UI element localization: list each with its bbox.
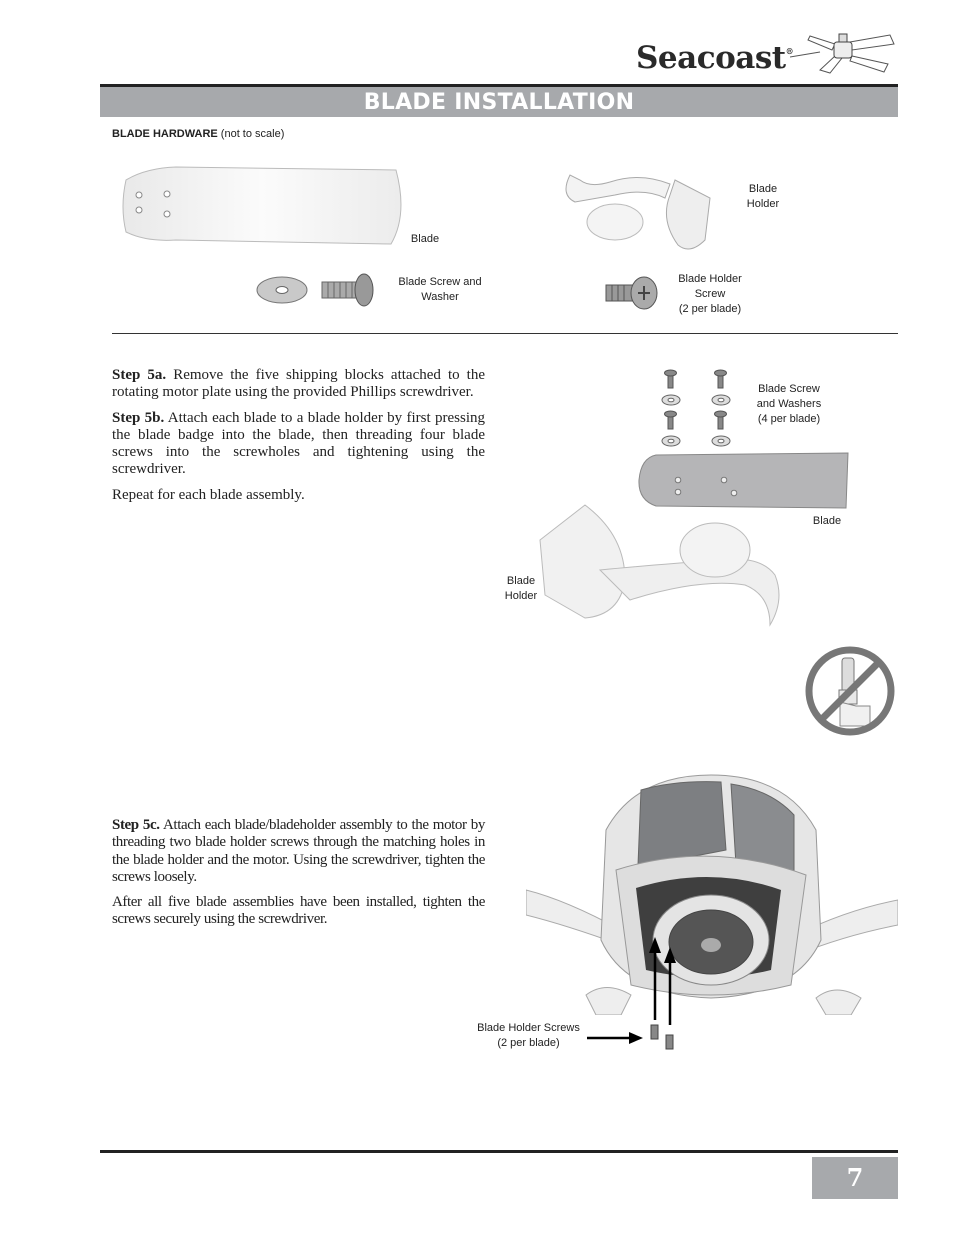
screw-direction-arrows <box>585 935 695 1055</box>
blade-screw-label: Blade Screw and Washer <box>398 276 482 303</box>
page-number: 7 <box>812 1157 898 1199</box>
blade-label: Blade <box>410 233 440 245</box>
screws-washers-label: Blade Screw and Washers (4 per blade) <box>756 383 822 425</box>
step-5c-text: Step 5c. Attach each blade/bladeholder assembly to the motor by threading two blade holder screws through the matching holes in the blade holder and the motor. Using the screwdriver, tighten the screws loosely. After all five blade assemblies have been installed, tighten the screws securely using the screwdriver. <box>112 817 486 928</box>
brand-logo-text: Seacoast® <box>636 40 794 76</box>
hardware-heading: BLADE HARDWARE (not to scale) <box>112 128 285 140</box>
holder-screw-label: Blade Holder Screw (2 per blade) <box>678 273 742 315</box>
step-5ab-text: Step 5a. Remove the five shipping blocks attached to the rotating motor plate using the provided Phillips screwdriver. Step 5b. Attach each blade to a blade holder by first pressing the blade badge into the blade, then threading four blade screws into the screwholes and tightening using the screwdriver. Repeat for each blade assembly. <box>112 367 485 503</box>
blade-fig-label: Blade <box>812 515 842 527</box>
holder-screws-label: Blade Holder Screws (2 per blade) <box>477 1022 580 1049</box>
section-divider <box>112 333 898 334</box>
blade-holder-fig-image <box>530 500 785 630</box>
blade-screw-image <box>320 272 376 308</box>
holder-screw-image <box>604 275 660 311</box>
ceiling-fan-logo-icon <box>790 30 900 75</box>
screws-washers-image <box>655 368 745 452</box>
footer-rule <box>100 1150 898 1153</box>
blade-holder-fig-label: Blade Holder <box>504 575 538 602</box>
no-power-drill-icon <box>804 644 896 738</box>
section-banner <box>100 87 898 117</box>
washer-image <box>255 275 309 305</box>
motor-assembly-image <box>526 770 898 1015</box>
blade-image <box>116 160 411 255</box>
blade-holder-label: Blade Holder <box>746 183 780 210</box>
section-title: BLADE INSTALLATION <box>363 90 635 115</box>
blade-holder-image <box>560 170 720 255</box>
